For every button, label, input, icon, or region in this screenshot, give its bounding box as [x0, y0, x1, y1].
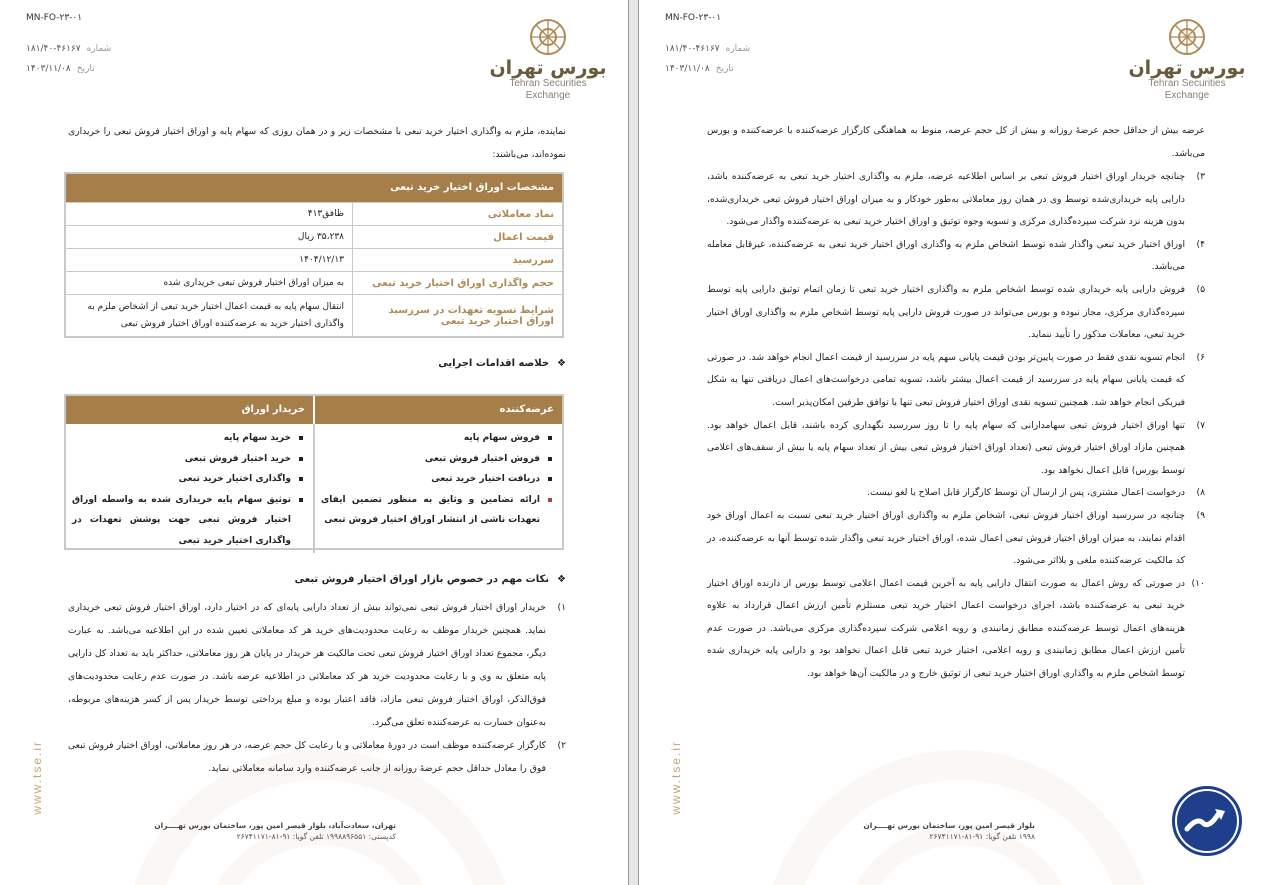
col-header-seller: عرضه‌کننده: [313, 396, 562, 424]
tse-logo: [1127, 18, 1247, 120]
tse-logo: [488, 18, 608, 120]
letter-date: ۱۴۰۳/۱۱/۰۸ تاریخ: [26, 64, 95, 74]
page-separator: [628, 0, 639, 885]
brand-name-en: Tehran Securities: [1148, 78, 1226, 89]
spec-key: نماد معاملاتی: [352, 203, 562, 225]
spec-key: حجم واگذاری اوراق اختیار خرید تبعی: [352, 272, 562, 294]
rule-item: ۷) تنها اوراق اختیار فروش تبعی سهامدارانی که سهام پایه را تا روز سررسید نگهداری کرده باشند، قابل اعمال خواهد بود. همچنین مازاد اوراق اختیار فروش تبعی (تعداد اوراق اختیار فروش تبعی بیش از تعداد سهام پایه یا بیش از سقف‌های اعلامی توسط بورس) قابل اعمال نخواهد بود.: [707, 419, 1205, 476]
section-heading-actions: ❖خلاصه اقدامات اجرایی: [438, 358, 566, 369]
website-vertical: www.tse.ir: [669, 740, 683, 815]
brand-name-fa: بورس تهران: [489, 57, 607, 79]
form-code: MN-FO-۲۳-۰۱: [26, 13, 83, 23]
tse-emblem-icon: [529, 18, 567, 56]
seller-column: [313, 424, 562, 553]
rule-item: ۵) فروش دارایی پایه خریداری شده توسط اشخاص ملزم به واگذاری اختیار خرید تبعی تا زمان اتمام توثیق دارایی پایه توسط سپرده‌گذاری مرکزی، مجاز نبوده و بورس می‌تواند در صورت فروش دارایی پایه توسط اشخاص ملزم به واگذاری اوراق اختیار خرید تبعی، معاملات مذکور را تأیید ننماید.: [707, 283, 1205, 341]
rule-item: ۹) چنانچه در سررسید اوراق اختیار فروش تبعی، اشخاص ملزم به واگذاری اوراق اختیار خرید تبعی نسبت به اعمال اوراق خود اقدام نمایند، به میزان اوراق اختیار فروش تبعی اعمال شده، اوراق اختیار خرید تبعی واگذار شده توسط آنها به عرضه‌کننده، در کد مالکیت عرضه‌کننده ملغی و بلااثر می‌شود.: [707, 509, 1205, 567]
rule-item: ۴) اوراق اختیار خرید تبعی واگذار شده توسط اشخاص ملزم به واگذاری اوراق اختیار خرید تبعی به عرضه‌کننده، غیرقابل معامله می‌باشد.: [707, 238, 1205, 273]
list-item: خرید اختیار فروش تبعی: [72, 449, 305, 470]
form-code: MN-FO-۲۳-۰۱: [665, 13, 722, 23]
list-item: دریافت اختیار خرید تبعی: [321, 469, 554, 490]
rule-item: ۸) درخواست اعمال مشتری، پس از ارسال آن توسط کارگزار قابل اصلاح یا لغو نیست.: [867, 487, 1205, 499]
diamond-bullet-icon: ❖: [557, 574, 566, 585]
table-row: [66, 225, 562, 248]
list-item: توثیق سهام پایه خریداری شده به واسطه اوراق اختیار فروش تبعی جهت پوشش تعهدات در واگذاری اختیار خرید تبعی: [72, 490, 305, 552]
notes-list: [68, 596, 566, 780]
rules-list: [707, 166, 1205, 686]
buyer-column: [66, 424, 313, 553]
trend-chart-badge-icon: [1172, 786, 1242, 856]
note-item: ۲) کارگزار عرضه‌کننده موظف است در دورهٔ معاملاتی و با رعایت کل حجم عرضه، در هر روز معاملاتی، اوراق اختیار فروش تبعی فوق را معادل حداقل حجم عرضهٔ روزانه از جانب عرضه‌کننده وارد سامانه معاملاتی نماید.: [68, 740, 566, 774]
spec-key: سررسید: [352, 249, 562, 271]
table-row: [66, 248, 562, 271]
tse-emblem-icon: [1168, 18, 1206, 56]
rule-item: ۱۰) در صورتی که روش اعمال به صورت انتقال دارایی پایه به آخرین قیمت اعمال اعلامی توسط بورس از دارنده اوراق اختیار خرید تبعی به عرضه‌کننده باشد، اجرای درخواست اعمال اختیار خرید تبعی مستلزم تأمین ارزش اعمال قرارداد به علاوه هزینه‌های اعمال توسط عرضه‌کننده مطابق زمانبندی و رویه اعلامی شرکت سپرده‌گذاری مرکزی می‌باشد. در صورت عدم تأمین ارزش اعمال مطابق زمانبندی و رویه اعلامی، اختیار خرید تبعی قابل اعمال نخواهد بود و دارایی پایه خریداری شده توسط اشخاص ملزم به واگذاری اوراق اختیار خرید تبعی از توثیق خارج و در مالکیت آن‌ها خواهد بود.: [707, 577, 1205, 680]
spec-value: به میزان اوراق اختیار فروش تبعی خریداری شده: [163, 277, 344, 288]
list-item: فروش اختیار فروش تبعی: [321, 449, 554, 470]
rule-item: ۳) چنانچه خریدار اوراق اختیار فروش تبعی بر اساس اطلاعیه عرضه، ملزم به واگذاری اختیار خرید تبعی به عرضه‌کننده باشد، دارایی پایه خریداری‌شده توسط وی در همان روز معاملاتی به‌طور خودکار و به میزان اوراق اختیار فروش تبعی خریداری‌شده، بدون هزینه نزد شرکت سپرده‌گذاری مرکزی و تسویه وجوه توثیق و اوراق اختیار خرید تبعی به عرضه‌کننده واگذار می‌شود.: [707, 171, 1205, 228]
document-page-left: [0, 0, 628, 885]
watermark-logo: [679, 745, 1239, 885]
spec-value: ظافق۴۱۳: [307, 208, 344, 219]
letter-number: ۱۸۱/۴۰-۴۶۱۶۷ شماره: [26, 44, 112, 54]
spec-value: انتقال سهام پایه به قیمت اعمال اختیار خرید تبعی از اشخاص ملزم به واگذاری اختیار خرید به عرضه‌کننده اوراق اختیار فروش تبعی: [87, 301, 344, 329]
list-item: واگذاری اختیار خرید تبعی: [72, 469, 305, 490]
brand-name-en-2: Exchange: [525, 90, 571, 101]
actions-table: [64, 394, 564, 550]
brand-name-fa: بورس تهران: [1128, 57, 1246, 79]
table-row: [66, 271, 562, 294]
continued-paragraph: عرضه بیش از حداقل حجم عرضهٔ روزانه و بیش از کل حجم عرضه، منوط به هماهنگی کارگزار عرضه‌کننده با عرضه‌کننده و بورس می‌باشد.: [707, 125, 1205, 159]
spec-value: ۳۵،۲۳۸ ریال: [297, 231, 344, 242]
rule-item: ۶) انجام تسویه نقدی فقط در صورت پایین‌تر بودن قیمت پایانی سهم پایه در سررسید از قیمت اعمال انجام خواهد شد. در صورتی که قیمت پایانی سهام پایه در سررسید از قیمت اعمال بیشتر باشد، تسویه تمامی درخواست‌های اعمال دریافتی تنها به شکل فیزیکی انجام خواهد شد. همچنین تسویه نقدی اوراق اختیار فروش تبعی تنها با توافق طرفین امکان‌پذیر است.: [707, 351, 1205, 408]
brand-name-en: Tehran Securities: [509, 78, 587, 89]
spec-table-title: مشخصات اوراق اختیار خرید تبعی: [66, 174, 562, 202]
table-row: [66, 294, 562, 336]
brand-name-en-2: Exchange: [1164, 90, 1210, 101]
col-header-buyer: خریدار اوراق: [241, 404, 305, 415]
spec-value: ۱۴۰۴/۱۲/۱۳: [299, 254, 344, 265]
list-item: فروش سهام پایه: [321, 428, 554, 449]
website-vertical: www.tse.ir: [30, 740, 44, 815]
intro-paragraph: نماینده، ملزم به واگذاری اختیار خرید تبعی با مشخصات زیر و در همان روزی که سهام پایه و اوراق اختیار فروش تبعی را خریداری نموده‌اند، می‌باشند:: [68, 126, 566, 160]
letter-date: ۱۴۰۳/۱۱/۰۸ تاریخ: [665, 64, 734, 74]
diamond-bullet-icon: ❖: [557, 358, 566, 369]
table-row: [66, 202, 562, 225]
list-item: ارائه تضامین و وثایق به منظور تضمین ایفای تعهدات ناشی از انتشار اوراق اختیار فروش تبعی: [321, 490, 554, 531]
footer-address: بلوار قیصر امین پور، ساختمان بورس تهــــران ۱۹۹۸ تلفن گویا: ۹۱-۸۱-۲۶۷۴۱۱۷۱: [863, 821, 1035, 841]
spec-key: قیمت اعمال: [352, 226, 562, 248]
document-page-right: [639, 0, 1267, 885]
note-item: ۱) خریدار اوراق اختیار فروش تبعی نمی‌تواند بیش از تعداد دارایی پایه‌ای که در اختیار دارد، اوراق اختیار فروش تبعی خریداری نماید. همچنین خریدار موظف به رعایت محدودیت‌های خرید هر کد معاملاتی تعیین شده در این اطلاعیه می‌باشد. به عبارت دیگر، مجموع تعداد اوراق اختیار فروش تبعی تحت مالکیت هر خریدار در پایان هر روز معاملاتی، حداکثر باید به تعداد کل دارایی پایه متعلق به وی و با رعایت محدودیت خرید هر کد معاملاتی در اطلاعیه عرضه باشد. در صورت عدم رعایت محدودیت‌های فوق‌الذکر، اوراق اختیار فروش تبعی مازاد، فاقد اعتبار بوده و مبلغ پرداختی توسط خریدار پس از کسر هزینه‌های مربوطه، به‌عنوان خسارت به عرضه‌کننده تعلق می‌گیرد.: [68, 602, 566, 728]
list-item: خرید سهام پایه: [72, 428, 305, 449]
spec-key: شرایط تسویه تعهدات در سررسید اوراق اختیار خرید تبعی: [352, 295, 562, 336]
letter-number: ۱۸۱/۴۰-۴۶۱۶۷ شماره: [665, 44, 751, 54]
section-heading-notes: ❖نکات مهم در خصوص بازار اوراق اختیار فروش تبعی: [294, 574, 566, 585]
spec-table: [64, 172, 564, 338]
footer-address: تهران، سعادت‌آباد، بلوار قیصر امین پور، ساختمان بورس تهــــران کدپستی: ۱۹۹۸۸۹۶۵۵۱ تلفن گویا: ۹۱-۸۱-۲۶۷۴۱۱۷۱: [154, 821, 396, 841]
